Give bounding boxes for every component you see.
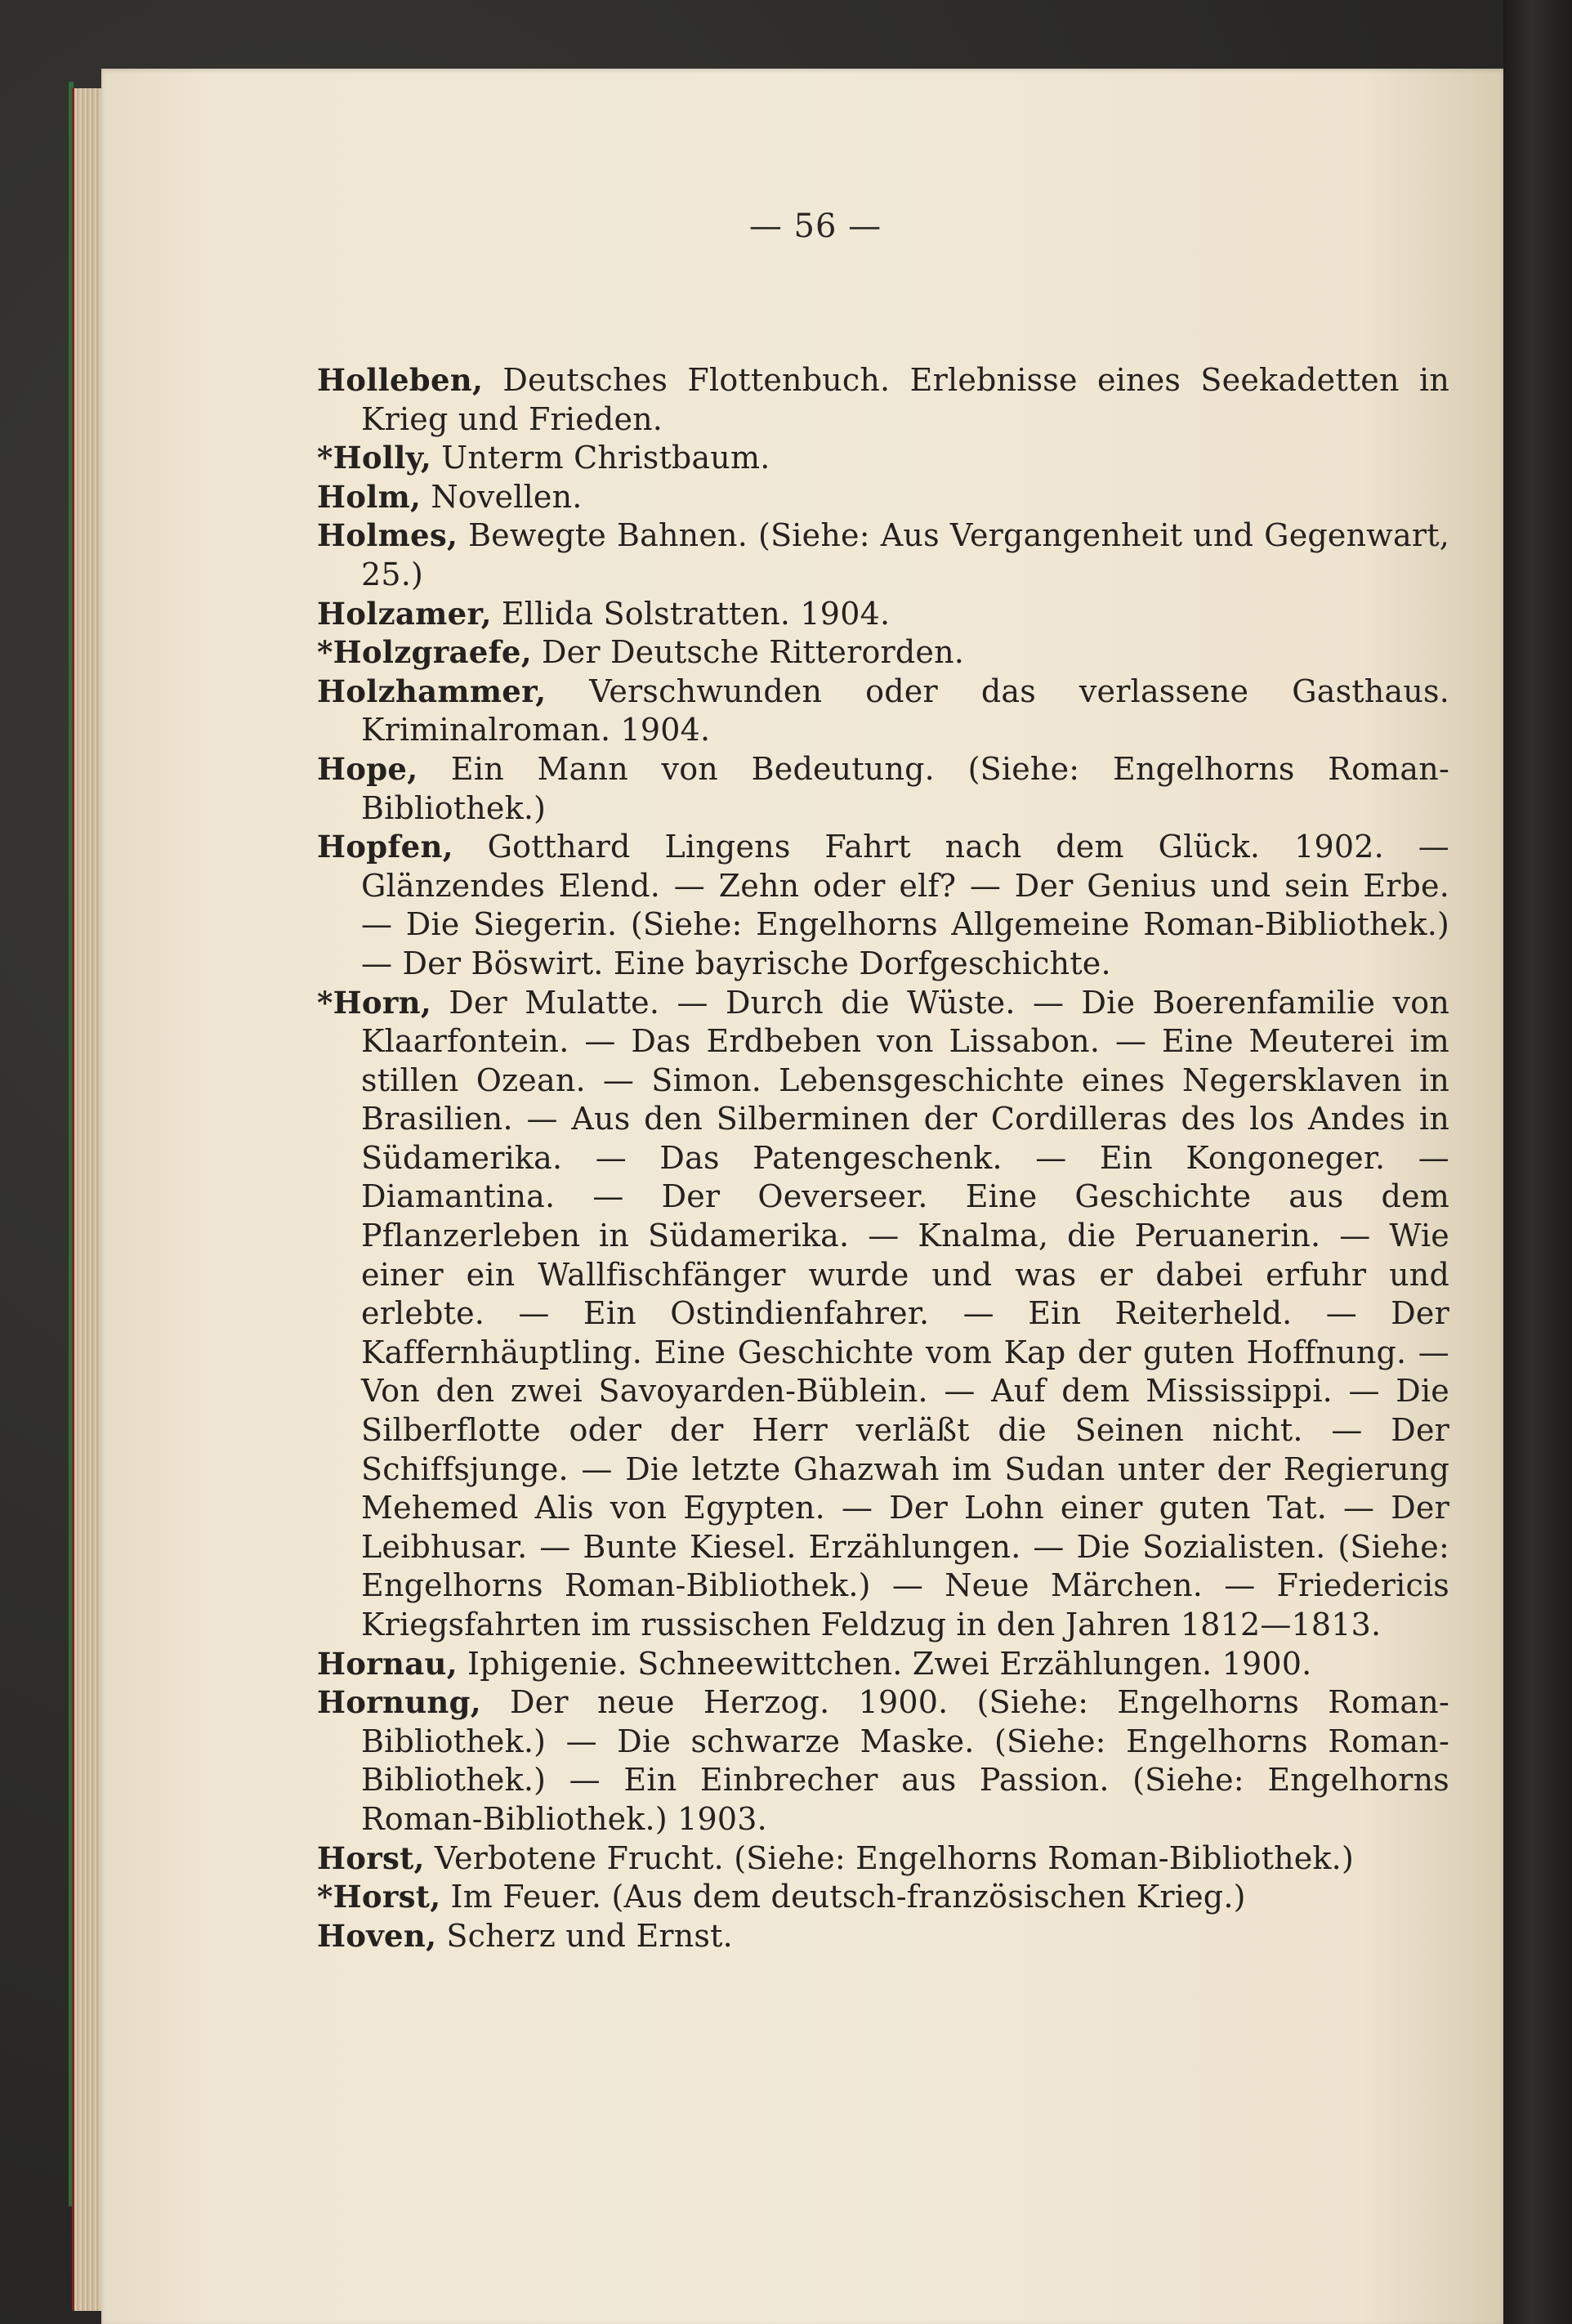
entry: [317, 1645, 1449, 1684]
entry: [317, 673, 1449, 750]
entry: [317, 361, 1449, 439]
entry-author: Hope,: [317, 750, 418, 787]
entry: [317, 439, 1449, 478]
entry: [317, 750, 1449, 828]
entry-text: Novellen.: [431, 478, 583, 515]
entry: [317, 1917, 1449, 1956]
entry-author: Horst,: [317, 1839, 425, 1876]
entry-text: Im Feuer. (Aus dem deutsch-französischen Krieg.): [450, 1879, 1246, 1915]
entry-author: Holm,: [317, 478, 422, 515]
entry-text: Ein Mann von Bedeutung. (Siehe: Engelhorns Roman-Bibliothek.): [361, 750, 1449, 826]
entry: [317, 1839, 1449, 1879]
page-number-text: — 56 —: [748, 208, 882, 245]
entry-text: Iphigenie. Schneewittchen. Zwei Erzählungen. 1900.: [467, 1645, 1312, 1682]
entry-author: Hornung,: [317, 1684, 481, 1721]
entry-author: Hopfen,: [317, 829, 453, 865]
entry-author: Holmes,: [317, 517, 458, 554]
book-page: [101, 69, 1503, 2324]
entry-text: Gotthard Lingens Fahrt nach dem Glück. 1902. — Glänzendes Elend. — Zehn oder elf? — Der Genius und sein Erbe. — Die Siegerin. (Siehe: Engelhorns Allgemeine Roman-Bibliothek.) — Der Böswirt. Eine bayrische Dorfgeschichte.: [361, 829, 1449, 981]
entry-text: Der neue Herzog. 1900. (Siehe: Engelhorns Roman-Bibliothek.) — Die schwarze Maske. (Siehe: Engelhorns Roman-Bibliothek.) — Ein Einbrecher aus Passion. (Siehe: Engelhorns Roman-Bibliothek.) 1903.: [361, 1684, 1449, 1837]
entry: [317, 595, 1449, 634]
entry-text: Der Deutsche Ritterorden.: [541, 634, 965, 671]
entry-text: Ellida Solstratten. 1904.: [501, 595, 891, 632]
entry-text: Verschwunden oder das verlassene Gasthaus. Kriminalroman. 1904.: [361, 673, 1449, 749]
entry: [317, 1683, 1449, 1839]
entry-author: *Horn,: [317, 984, 432, 1021]
entry-author: *Horst,: [317, 1879, 441, 1915]
bibliography-entries: [317, 361, 1449, 1955]
entry-author: Hornau,: [317, 1645, 458, 1682]
entry-author: Holleben,: [317, 362, 484, 398]
entry: [317, 633, 1449, 673]
entry-author: *Holzgraefe,: [317, 634, 532, 671]
entry-text: Bewegte Bahnen. (Siehe: Aus Vergangenheit und Gegenwart, 25.): [361, 517, 1449, 592]
entry-author: Holzhammer,: [317, 673, 547, 709]
entry: [317, 984, 1449, 1645]
entry-author: *Holly,: [317, 440, 432, 476]
entry-text: Der Mulatte. — Durch die Wüste. — Die Boerenfamilie von Klaarfontein. — Das Erdbeben von Lissabon. — Eine Meuterei im stillen Ozean. — Simon. Lebensgeschichte eines Negersklaven in Brasilien. — Aus den Silberminen der Cordilleras des los Andes in Südamerika. — Das Patengeschenk. — Ein Kongoneger. — Diamantina. — Der Oeverseer. Eine Geschichte aus dem Pflanzerleben in Südamerika. — Knalma, die Peruanerin. — Wie einer ein Wallfischfänger wurde und was er dabei erfuhr und erlebte. — Ein Ostindienfahrer. — Ein Reiterheld. — Der Kaffernhäuptling. Eine Geschichte vom Kap der guten Hoffnung. — Von den zwei Savoyarden-Büblein. — Auf dem Mississippi. — Die Silberflotte oder der Herr verläßt die Seinen nicht. — Der Schiffsjunge. — Die letzte Ghazwah im Sudan unter der Regierung Mehemed Alis von Egypten. — Der Lohn einer guten Tat. — Der Leibhusar. — Bunte Kiesel. Erzählungen. — Die Sozialisten. (Siehe: Engelhorns Roman-Bibliothek.) — Neue Märchen. — Friedericis Kriegsfahrten im russischen Feldzug in den Jahren 1812—1813.: [361, 984, 1449, 1642]
entry-text: Scherz und Ernst.: [446, 1917, 733, 1954]
entry: [317, 478, 1449, 517]
entry-author: Holzamer,: [317, 595, 492, 632]
entry-text: Deutsches Flottenbuch. Erlebnisse eines Seekadetten in Krieg und Frieden.: [361, 362, 1449, 437]
entry-text: Verbotene Frucht. (Siehe: Engelhorns Roman-Bibliothek.): [434, 1839, 1354, 1876]
entry-text: Unterm Christbaum.: [441, 440, 770, 476]
entry-author: Hoven,: [317, 1917, 437, 1954]
page-number: [101, 208, 1503, 245]
book-binding-edge: [1503, 0, 1572, 2324]
entry: [317, 828, 1449, 983]
entry: [317, 1878, 1449, 1917]
entry: [317, 516, 1449, 594]
